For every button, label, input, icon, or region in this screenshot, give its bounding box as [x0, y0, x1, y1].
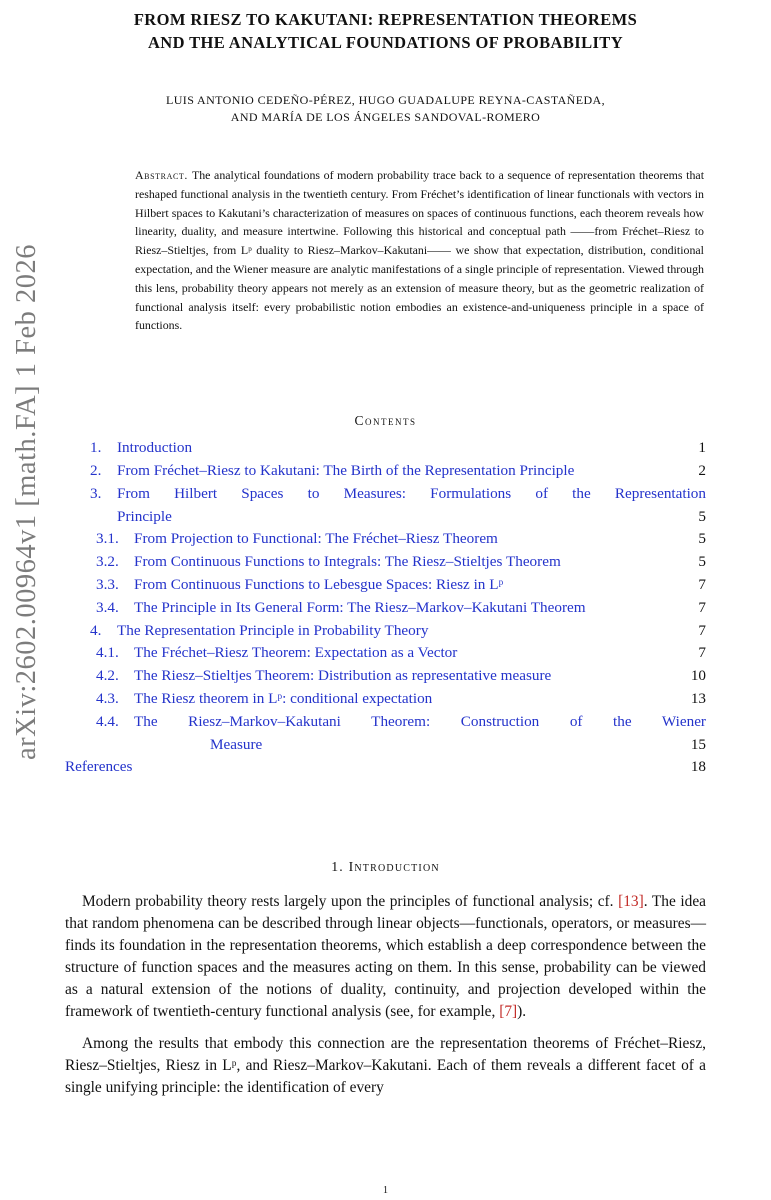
toc-entry-page: 5 — [698, 553, 706, 571]
toc-entry-4-1-expectation-as-vector — [65, 642, 706, 665]
toc-entry-page: 7 — [698, 598, 706, 616]
toc-entry-number: 3.2. — [96, 553, 119, 571]
toc-entry-title: The Representation Principle in Probability Theory — [117, 621, 429, 639]
toc-entry-references — [65, 756, 706, 779]
paper-title-line-1: FROM RIESZ TO KAKUTANI: REPRESENTATION THEOREMS — [133, 10, 638, 29]
contents-heading: Contents — [354, 413, 417, 429]
toc-entry-page: 2 — [698, 461, 706, 479]
citation-13[interactable]: [13] — [618, 893, 644, 911]
paragraph-text: . The idea that random phenomena can be described through linear objects—functionals, operators, or measures—finds its foundation in the representation theorems, which establish a deep correspondence between the structure of function spaces and the measures acting on them. In this sense, probability can be viewed as a natural extension of the notions of duality, continuity, and projection developed within the framework of twentieth-century functional analysis (see, for example, — [65, 893, 706, 1021]
toc-entry-number: 2. — [90, 461, 102, 479]
toc-entry-3-3-functions-to-lebesgue-spaces — [65, 574, 706, 597]
abstract-section — [135, 166, 704, 335]
authors — [65, 92, 706, 126]
toc-entry-title: The Riesz–Stieltjes Theorem: Distribution as representative measure — [134, 667, 552, 685]
toc-entry-4-2-distribution-as-measure — [65, 665, 706, 688]
toc-link-section-4-2[interactable] — [96, 665, 706, 688]
toc-entry-title: The Principle in Its General Form: The Riesz–Markov–Kakutani Theorem — [134, 598, 586, 616]
toc-entry-page: 15 — [690, 735, 706, 753]
toc-link-section-3-4[interactable] — [96, 597, 706, 620]
toc-entry-number: 4.4. — [96, 712, 119, 730]
authors-line-2: AND MARÍA DE LOS ÁNGELES SANDOVAL-ROMERO — [230, 110, 541, 124]
table-of-contents — [65, 437, 706, 779]
toc-entry-title: The Riesz theorem in Lᵖ: conditional expectation — [134, 689, 433, 707]
toc-link-section-2[interactable] — [90, 460, 706, 483]
toc-entry-page: 5 — [698, 530, 706, 548]
toc-entry-page: 10 — [690, 667, 706, 685]
paper-title — [65, 8, 706, 54]
toc-link-section-3[interactable] — [90, 483, 706, 529]
toc-entry-3-4-principle-general-form — [65, 597, 706, 620]
toc-entry-4-4-wiener-measure — [65, 711, 706, 757]
toc-link-section-4[interactable] — [90, 620, 706, 643]
toc-link-section-3-1[interactable] — [96, 528, 706, 551]
toc-link-section-4-1[interactable] — [96, 642, 706, 665]
toc-entry-number: 1. — [90, 439, 102, 457]
abstract-text: The analytical foundations of modern probability trace back to a sequence of representation theorems that reshaped functional analysis in the twentieth century. From Fréchet’s identification of linear functionals with vectors in Hilbert spaces to Kakutani’s characterization of measures on spaces of continuous functions, each theorem reveals how linearity, duality, and measure intertwine. Following this historical and conceptual path ——from Fréchet–Riesz to Riesz–Stieltjes, from Lᵖ duality to Riesz–Markov–Kakutani—— we show that expectation, distribution, conditional expectation, and the Wiener measure are analytic manifestations of a single principle of representation. Viewed through this lens, probability theory appears not merely as an extension of measure theory, but as the geometric realization of functional analysis itself: every probabilistic notion embodies an existence-and-uniqueness principle in a space of functions. — [135, 168, 704, 333]
toc-entry-3-hilbert-spaces-to-measures — [65, 483, 706, 529]
toc-entry-title: From Continuous Functions to Lebesgue Spaces: Riesz in Lᵖ — [134, 575, 504, 593]
toc-entry-title: From Continuous Functions to Integrals: The Riesz–Stieltjes Theorem — [134, 553, 561, 571]
toc-entry-page: 7 — [698, 644, 706, 662]
toc-link-references[interactable] — [65, 756, 706, 779]
toc-entry-title: The Riesz–Markov–Kakutani Theorem: Construction of the Wiener — [134, 712, 706, 730]
toc-entry-number: 3.3. — [96, 575, 119, 593]
toc-entry-page: 5 — [698, 507, 706, 525]
toc-entry-title: From Projection to Functional: The Fréchet–Riesz Theorem — [134, 530, 498, 548]
toc-entry-title: From Hilbert Spaces to Measures: Formulations of the Representation — [117, 484, 706, 502]
toc-entry-title-line-2: Measure — [210, 735, 263, 753]
intro-paragraph-2: Among the results that embody this connection are the representation theorems of Fréchet–Riesz, Riesz–Stieltjes, Riesz in Lᵖ, and Riesz–Markov–Kakutani. Each of them reveals a different facet of a single unifying principle: the identification of every — [65, 1035, 706, 1097]
toc-entry-title: Introduction — [117, 439, 193, 457]
toc-entry-number: 3.4. — [96, 598, 119, 616]
toc-entry-page: 18 — [690, 758, 706, 776]
abstract-label: Abstract. — [135, 168, 188, 182]
toc-entry-number: 4.1. — [96, 644, 119, 662]
paragraph-text: Modern probability theory rests largely upon the principles of functional analysis; cf. — [82, 893, 619, 911]
toc-link-introduction[interactable] — [90, 437, 706, 460]
toc-entry-title: The Fréchet–Riesz Theorem: Expectation as a Vector — [134, 644, 458, 662]
toc-entry-3-1-projection-to-functional — [65, 528, 706, 551]
toc-entry-4-representation-in-probability — [65, 620, 706, 643]
citation-7[interactable]: [7] — [499, 1003, 518, 1021]
toc-link-section-3-2[interactable] — [96, 551, 706, 574]
toc-entry-3-2-functions-to-integrals — [65, 551, 706, 574]
toc-entry-page: 1 — [698, 439, 706, 457]
paper-content — [0, 8, 771, 1099]
toc-entry-4-3-conditional-expectation — [65, 688, 706, 711]
toc-entry-1-introduction — [65, 437, 706, 460]
toc-entry-number: 4. — [90, 621, 102, 639]
toc-entry-page: 7 — [698, 621, 706, 639]
toc-entry-number: 3. — [90, 484, 102, 502]
toc-entry-number: 4.2. — [96, 667, 119, 685]
abstract-paragraph — [135, 166, 704, 335]
toc-entry-title: References — [65, 758, 133, 776]
toc-link-section-4-4[interactable] — [96, 711, 706, 757]
section-1-heading: 1. Introduction — [331, 859, 440, 875]
arxiv-watermark: arXiv:2602.00964v1 [math.FA] 1 Feb 2026 — [11, 243, 42, 761]
toc-entry-page: 7 — [698, 575, 706, 593]
paper-title-line-2: AND THE ANALYTICAL FOUNDATIONS OF PROBABILITY — [147, 33, 624, 52]
toc-link-section-4-3[interactable] — [96, 688, 706, 711]
paragraph-text: ). — [517, 1003, 527, 1021]
toc-entry-number: 3.1. — [96, 530, 119, 548]
toc-entry-number: 4.3. — [96, 689, 119, 707]
intro-paragraph-1 — [65, 891, 706, 1023]
page-number: 1 — [383, 1185, 388, 1196]
toc-link-section-3-3[interactable] — [96, 574, 706, 597]
toc-entry-2-frechet-riesz-to-kakutani — [65, 460, 706, 483]
toc-entry-title-line-2: Principle — [117, 507, 172, 525]
authors-line-1: LUIS ANTONIO CEDEÑO-PÉREZ, HUGO GUADALUPE REYNA-CASTAÑEDA, — [166, 93, 605, 107]
toc-entry-title: From Fréchet–Riesz to Kakutani: The Birth of the Representation Principle — [117, 461, 575, 479]
toc-entry-page: 13 — [690, 689, 706, 707]
